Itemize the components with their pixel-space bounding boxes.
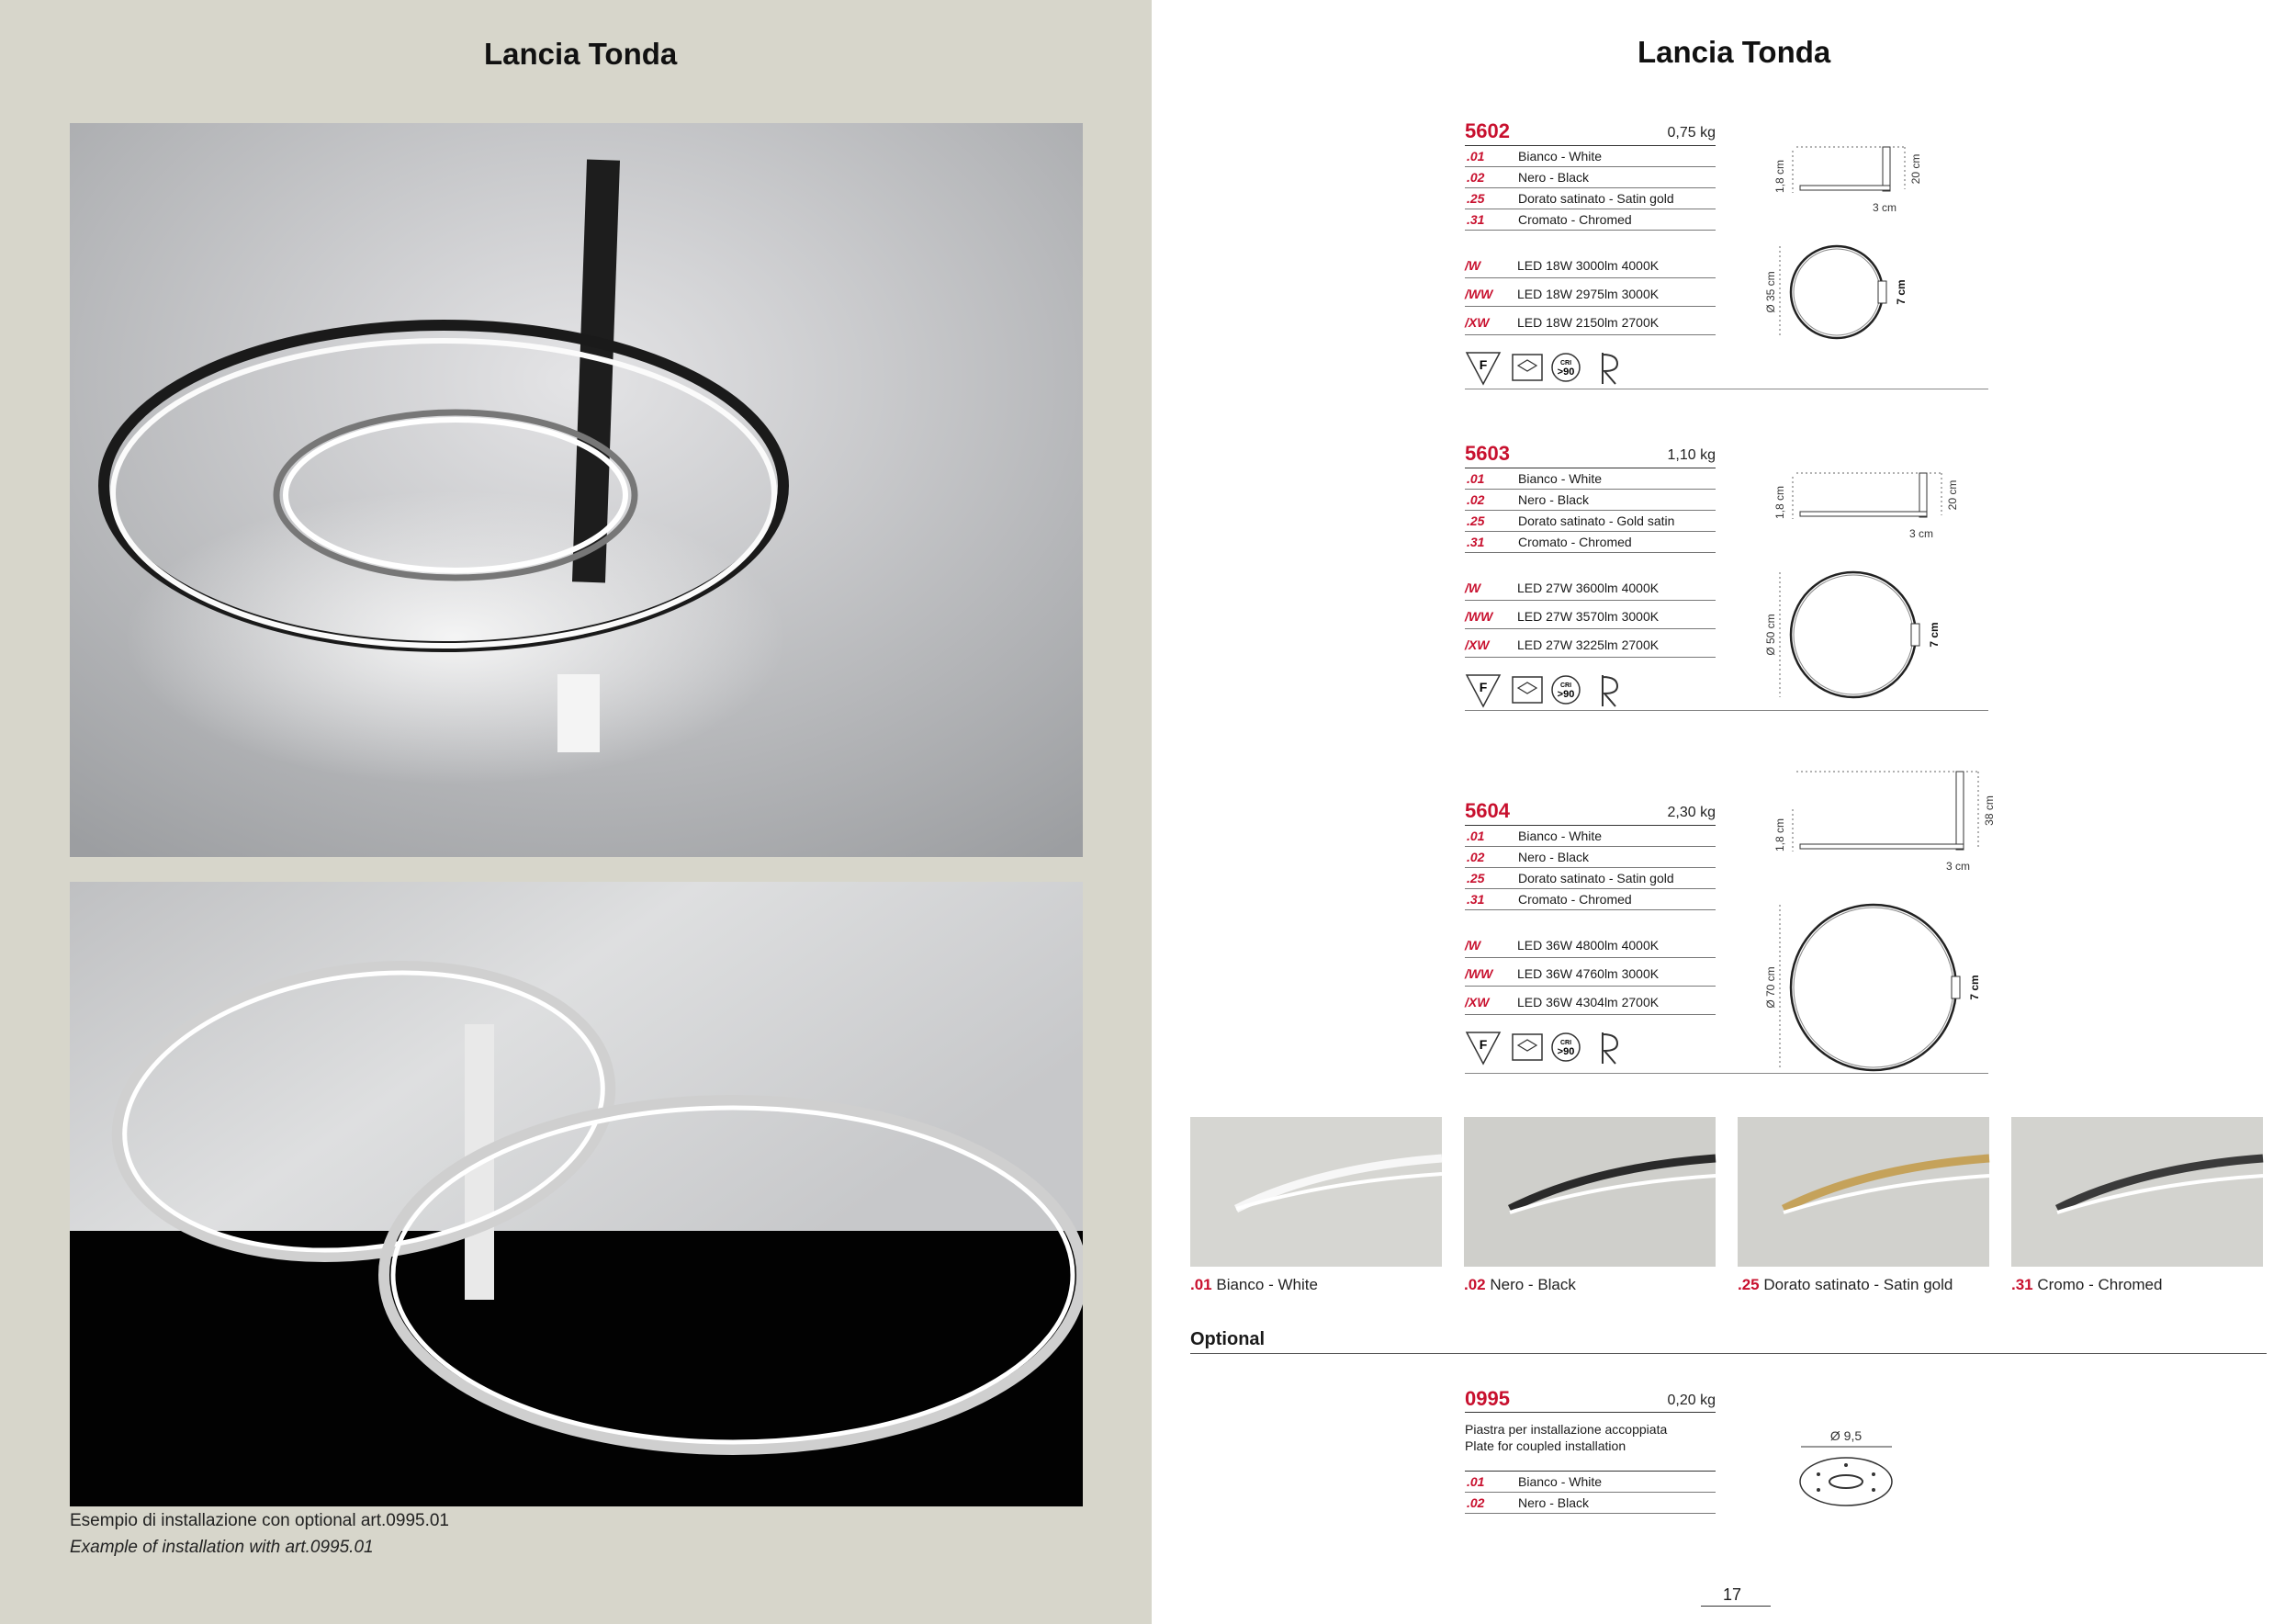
optional-weight: 0,20 kg bbox=[1667, 1393, 1716, 1408]
product-block-5602 bbox=[1465, 119, 1716, 395]
optional-desc-en: Plate for coupled installation bbox=[1465, 1438, 1626, 1453]
page-number-line bbox=[1701, 1606, 1771, 1607]
svg-text:Ø 50 cm: Ø 50 cm bbox=[1764, 614, 1777, 656]
svg-text:CRI: CRI bbox=[1559, 360, 1572, 367]
svg-text:CRI: CRI bbox=[1559, 1040, 1572, 1046]
led-row: /WW LED 36W 4760lm 3000K bbox=[1465, 960, 1716, 987]
svg-text:>90: >90 bbox=[1557, 1046, 1575, 1057]
cert-icons bbox=[1465, 670, 1667, 710]
page-number: 17 bbox=[1723, 1585, 1742, 1604]
swatch-label-black: .02 Nero - Black bbox=[1464, 1276, 1576, 1293]
swatch-label-gold: .25 Dorato satinato - Satin gold bbox=[1738, 1276, 1953, 1293]
finish-row: .25 Dorato satinato - Gold satin bbox=[1465, 511, 1716, 532]
caption-english: Example of installation with art.0995.01 bbox=[70, 1538, 374, 1557]
optional-desc-it: Piastra per installazione accoppiata bbox=[1465, 1422, 1668, 1437]
ceiling-mount-icon bbox=[1603, 353, 1617, 384]
svg-text:20 cm: 20 cm bbox=[1909, 153, 1922, 185]
svg-text:38 cm: 38 cm bbox=[1983, 795, 1996, 826]
dimmable-icon bbox=[1513, 677, 1542, 703]
product-weight: 2,30 kg bbox=[1667, 805, 1716, 820]
finish-row: .31 Cromato - Chromed bbox=[1465, 209, 1716, 231]
dimmable-icon bbox=[1513, 1034, 1542, 1060]
svg-text:3 cm: 3 cm bbox=[1872, 201, 1897, 214]
svg-text:7 cm: 7 cm bbox=[1968, 975, 1981, 1000]
energy-class-label: F bbox=[1479, 1037, 1488, 1052]
swatch-label-white: .01 Bianco - White bbox=[1190, 1276, 1318, 1293]
optional-finish-row: .02 Nero - Black bbox=[1465, 1493, 1716, 1514]
svg-text:1,8 cm: 1,8 cm bbox=[1773, 485, 1786, 520]
svg-text:20 cm: 20 cm bbox=[1946, 479, 1959, 511]
product-weight: 0,75 kg bbox=[1667, 125, 1716, 141]
left-page-title: Lancia Tonda bbox=[484, 37, 678, 71]
optional-product bbox=[1465, 1387, 1716, 1516]
plate-diameter-label: Ø 9,5 bbox=[1829, 1428, 1863, 1443]
finish-row: .01 Bianco - White bbox=[1465, 826, 1716, 847]
technical-drawing-5603 bbox=[1763, 464, 2002, 743]
svg-text:3 cm: 3 cm bbox=[1908, 527, 1934, 540]
right-page-title: Lancia Tonda bbox=[1638, 35, 1831, 69]
lamp-photo-bottom bbox=[70, 882, 1083, 1506]
technical-drawing-5604 bbox=[1763, 762, 2002, 1116]
svg-text:>90: >90 bbox=[1557, 367, 1575, 378]
product-code: 5603 bbox=[1465, 442, 1510, 465]
finish-row: .02 Nero - Black bbox=[1465, 847, 1716, 868]
led-row: /WW LED 27W 3570lm 3000K bbox=[1465, 603, 1716, 629]
product-weight: 1,10 kg bbox=[1667, 447, 1716, 463]
product-block-5603 bbox=[1465, 442, 1716, 717]
svg-text:Ø 35 cm: Ø 35 cm bbox=[1764, 271, 1777, 313]
cert-icons bbox=[1465, 347, 1667, 388]
finish-row: .31 Cromato - Chromed bbox=[1465, 889, 1716, 910]
finish-row: .31 Cromato - Chromed bbox=[1465, 532, 1716, 553]
svg-text:3 cm: 3 cm bbox=[1945, 860, 1971, 873]
led-row: /W LED 18W 3000lm 4000K bbox=[1465, 252, 1716, 278]
optional-divider bbox=[1190, 1353, 2267, 1354]
finish-row: .01 Bianco - White bbox=[1465, 146, 1716, 167]
finish-row: .02 Nero - Black bbox=[1465, 167, 1716, 188]
led-row: /XW LED 27W 3225lm 2700K bbox=[1465, 631, 1716, 658]
svg-text:Ø 70 cm: Ø 70 cm bbox=[1764, 966, 1777, 1009]
svg-text:>90: >90 bbox=[1557, 689, 1575, 700]
product-block-5604 bbox=[1465, 799, 1716, 1075]
svg-text:CRI: CRI bbox=[1559, 682, 1572, 689]
optional-finish-row: .01 Bianco - White bbox=[1465, 1472, 1716, 1493]
ceiling-mount-icon bbox=[1603, 1032, 1617, 1064]
dimmable-icon bbox=[1513, 355, 1542, 380]
optional-heading: Optional bbox=[1190, 1329, 1266, 1349]
finish-row: .25 Dorato satinato - Satin gold bbox=[1465, 188, 1716, 209]
svg-text:1,8 cm: 1,8 cm bbox=[1773, 818, 1786, 852]
swatch-label-chrome: .31 Cromo - Chromed bbox=[2011, 1276, 2163, 1293]
led-row: /W LED 36W 4800lm 4000K bbox=[1465, 931, 1716, 958]
led-row: /W LED 27W 3600lm 4000K bbox=[1465, 574, 1716, 601]
optional-code: 0995 bbox=[1465, 1387, 1510, 1410]
cert-icons bbox=[1465, 1027, 1667, 1067]
finish-row: .01 Bianco - White bbox=[1465, 468, 1716, 490]
led-row: /WW LED 18W 2975lm 3000K bbox=[1465, 280, 1716, 307]
product-code: 5604 bbox=[1465, 799, 1510, 822]
caption-italian: Esempio di installazione con optional art.0995.01 bbox=[70, 1511, 449, 1530]
energy-class-label: F bbox=[1479, 680, 1488, 694]
svg-text:7 cm: 7 cm bbox=[1895, 279, 1908, 305]
energy-class-label: F bbox=[1479, 357, 1488, 372]
lamp-photo-top bbox=[70, 123, 1083, 857]
svg-text:7 cm: 7 cm bbox=[1928, 622, 1941, 648]
ceiling-mount-icon bbox=[1603, 675, 1617, 706]
svg-text:1,8 cm: 1,8 cm bbox=[1773, 159, 1786, 194]
led-row: /XW LED 18W 2150lm 2700K bbox=[1465, 309, 1716, 335]
optional-plate-drawing bbox=[1791, 1424, 1901, 1511]
finish-row: .02 Nero - Black bbox=[1465, 490, 1716, 511]
finish-row: .25 Dorato satinato - Satin gold bbox=[1465, 868, 1716, 889]
led-row: /XW LED 36W 4304lm 2700K bbox=[1465, 988, 1716, 1015]
finish-swatches bbox=[1190, 1117, 2267, 1282]
product-code: 5602 bbox=[1465, 119, 1510, 142]
technical-drawing-5602 bbox=[1763, 138, 2002, 384]
